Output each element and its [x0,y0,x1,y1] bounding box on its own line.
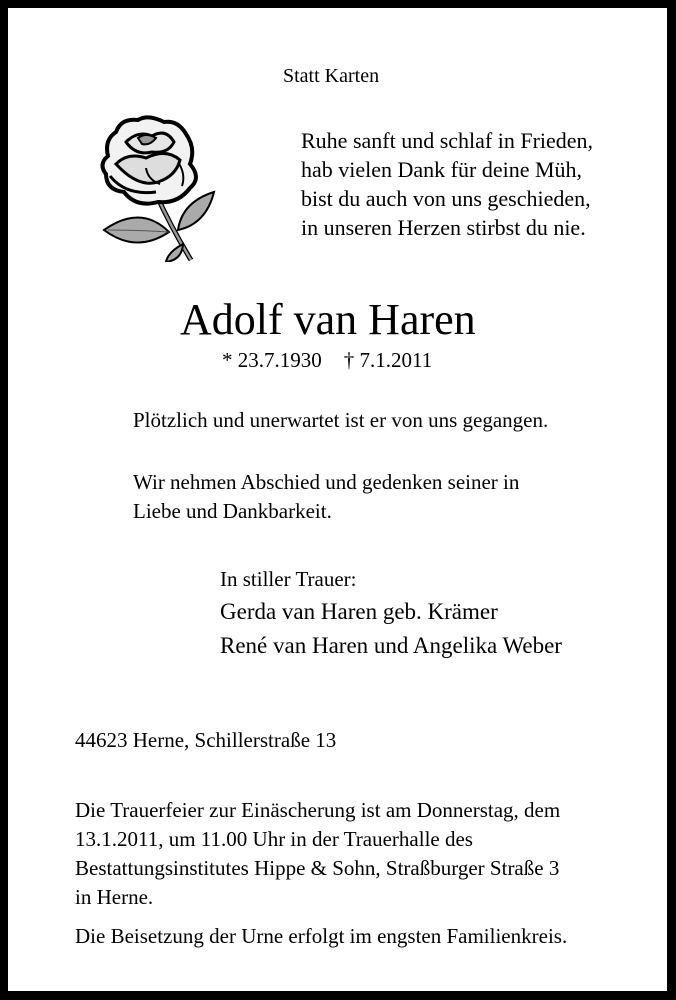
poem [301,126,593,242]
ceremony-line: Bestattungsinstitutes Hippe & Sohn, Straßburger Straße 3 [75,856,560,880]
ceremony-line: in Herne. [75,885,154,909]
ceremony-line: Die Trauerfeier zur Einäscherung ist am Donnerstag, dem [75,798,561,822]
mourners-label: In stiller Trauer: [220,567,357,591]
family-address: 44623 Herne, Schillerstraße 13 [75,728,337,752]
poem-line: in unseren Herzen stirbst du nie. [301,215,586,240]
ceremony-details [75,796,560,912]
notice-header: Statt Karten [283,65,380,87]
statement-line: Wir nehmen Abschied und gedenken seiner in [133,470,520,494]
death-date: † 7.1.2011 [343,348,433,372]
poem-line: Ruhe sanft und schlaf in Frieden, [301,128,594,153]
poem-line: hab vielen Dank für deine Müh, [301,157,583,182]
burial-note: Die Beisetzung der Urne erfolgt im engsten Familienkreis. [75,924,568,948]
ceremony-line: 13.1.2011, um 11.00 Uhr in der Trauerhalle des [75,827,473,851]
rose-icon [86,112,216,262]
statement-line: Liebe und Dankbarkeit. [133,499,332,523]
statement-sudden: Plötzlich und unerwartet ist er von uns gegangen. [133,408,549,432]
mourner-name: Gerda van Haren geb. Krämer [220,599,498,624]
life-dates [222,350,432,371]
obituary-notice [8,8,667,991]
statement-farewell [133,468,519,526]
mourner-name: René van Haren und Angelika Weber [220,633,562,658]
deceased-name: Adolf van Haren [180,295,476,344]
poem-line: bist du auch von uns geschieden, [301,186,591,211]
birth-date: * 23.7.1930 [222,348,322,372]
